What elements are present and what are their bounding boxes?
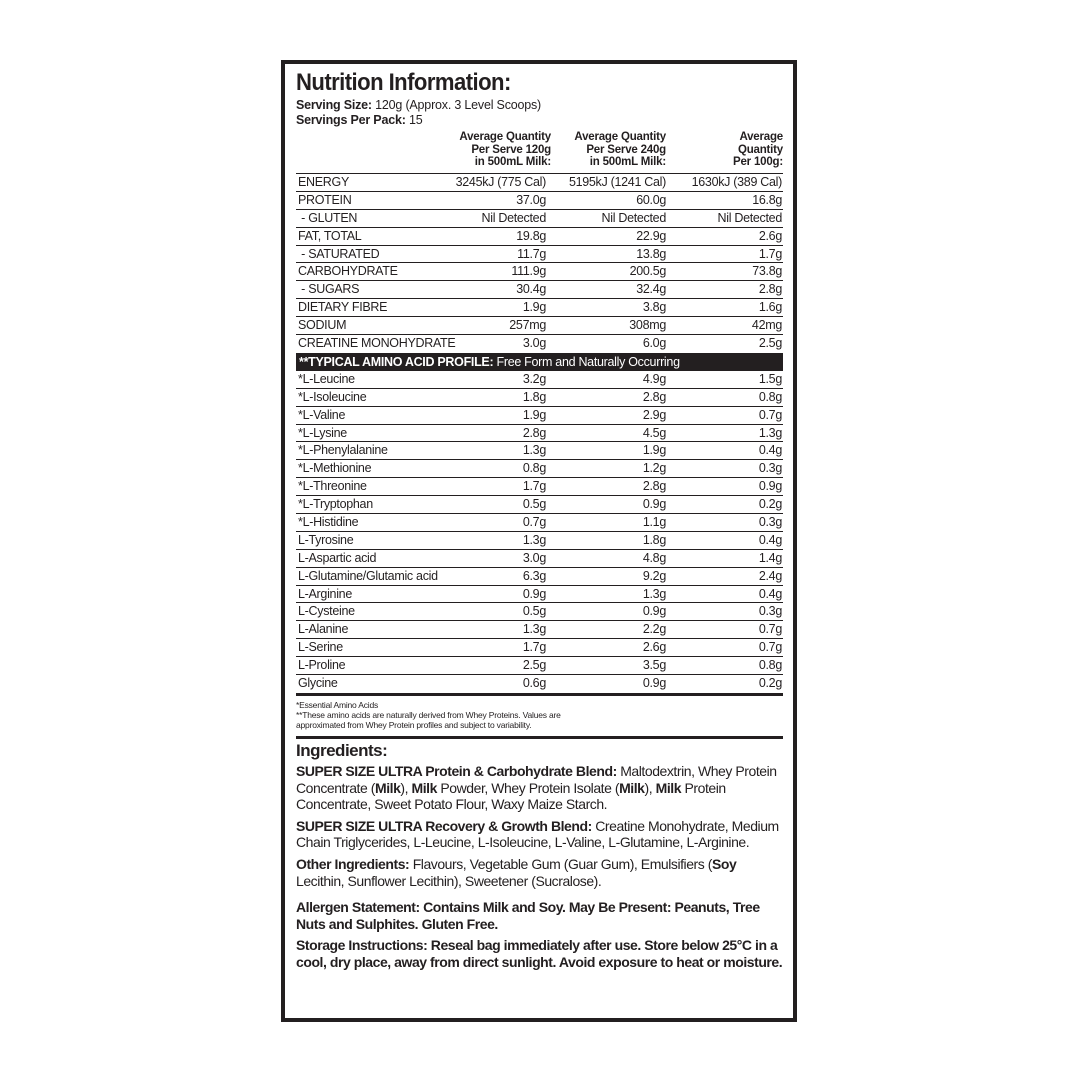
table-row: DIETARY FIBRE 1.9g 3.8g 1.6g (296, 299, 783, 317)
other-ingredients-paragraph: Other Ingredients: Flavours, Vegetable Gum (Guar Gum), Emulsifiers (Soy Lecithin, Sunflower Lecithin), Sweetener (Sucralose). (296, 855, 737, 889)
table-row: Glycine 0.6g 0.9g 0.2g (298, 676, 782, 691)
serving-size-value: 120g (Approx. 3 Level Scoops) (371, 98, 542, 112)
table-row: *L-Histidine 0.7g 1.1g 0.3g (296, 514, 783, 532)
nutrient-table (296, 173, 783, 353)
table-row: L-Glutamine/Glutamic acid 6.3g 9.2g 2.4g (296, 568, 783, 586)
amino-profile-header: **TYPICAL AMINO ACID PROFILE: Free Form and Naturally Occurring (296, 353, 783, 371)
table-row: - GLUTEN Nil Detected Nil Detected Nil Detected (296, 210, 783, 228)
table-bottom-rule (296, 693, 783, 696)
table-row: FAT, TOTAL 19.8g 22.9g 2.6g (296, 228, 783, 246)
table-row: L-Proline 2.5g 3.5g 0.8g (296, 657, 783, 675)
column-header-serve-240: Average Quantity Per Serve 240g in 500mL Milk: (574, 131, 666, 168)
allergen-statement: Allergen Statement: Contains Milk and Soy. May Be Present: Peanuts, Tree Nuts and Sulphites. Gluten Free. (296, 899, 760, 932)
amino-table (296, 371, 783, 693)
table-row: *L-Lysine 2.8g 4.5g 1.3g (296, 425, 783, 443)
column-headers (296, 131, 783, 171)
footnotes: *Essential Amino Acids **These amino acids are naturally derived from Whey Proteins. Values are approximated from Whey Protein profiles and subject to variability. (296, 699, 561, 730)
storage-instructions: Storage Instructions: Reseal bag immediately after use. Store below 25°C in a cool, dry place, away from direct sunlight. Avoid exposure to heat or moisture. (296, 937, 783, 970)
table-row: CREATINE MONOHYDRATE 3.0g 6.0g 2.5g (298, 336, 782, 351)
table-row: L-Serine 1.7g 2.6g 0.7g (296, 639, 783, 657)
ingredients-rule (296, 736, 783, 739)
table-row: L-Tyrosine 1.3g 1.8g 0.4g (296, 532, 783, 550)
table-row: *L-Phenylalanine 1.3g 1.9g 0.4g (296, 442, 783, 460)
table-row: ENERGY 3245kJ (775 Cal) 5195kJ (1241 Cal) 1630kJ (389 Cal) (296, 174, 783, 192)
nutrition-panel (281, 60, 797, 1022)
serving-size (296, 98, 783, 113)
servings-per-pack-value: 15 (405, 112, 423, 127)
table-row: PROTEIN 37.0g 60.0g 16.8g (296, 192, 783, 210)
table-row: *L-Isoleucine 1.8g 2.8g 0.8g (296, 389, 783, 407)
table-row: - SUGARS 30.4g 32.4g 2.8g (296, 281, 783, 299)
table-row: *L-Tryptophan 0.5g 0.9g 0.2g (296, 496, 783, 514)
column-header-per-100g: Average Quantity Per 100g: (733, 131, 783, 168)
table-row: *L-Valine 1.9g 2.9g 0.7g (296, 407, 783, 425)
serving-size-label: Serving Size: (296, 98, 372, 112)
table-row: SODIUM 257mg 308mg 42mg (296, 317, 783, 335)
blend2-paragraph: SUPER SIZE ULTRA Recovery & Growth Blend: Creatine Monohydrate, Medium Chain Triglycerides, L-Leucine, L-Isoleucine, L-Valine, L-Glutamine, L-Arginine. (296, 817, 779, 851)
table-row: *L-Leucine 3.2g 4.9g 1.5g (296, 371, 783, 389)
table-row: - SATURATED 11.7g 13.8g 1.7g (296, 246, 783, 264)
panel-content (296, 68, 783, 970)
panel-title: Nutrition Information: (296, 69, 511, 96)
column-header-serve-120: Average Quantity Per Serve 120g in 500mL Milk: (459, 131, 551, 168)
table-row: *L-Methionine 0.8g 1.2g 0.3g (296, 460, 783, 478)
servings-per-pack-label: Servings Per Pack: (296, 112, 406, 127)
table-row: L-Alanine 1.3g 2.2g 0.7g (296, 621, 783, 639)
table-row: L-Cysteine 0.5g 0.9g 0.3g (296, 603, 783, 621)
servings-per-pack (296, 113, 783, 128)
table-row: *L-Threonine 1.7g 2.8g 0.9g (296, 478, 783, 496)
table-row: CARBOHYDRATE 111.9g 200.5g 73.8g (296, 263, 783, 281)
ingredients-title: Ingredients: (296, 740, 388, 760)
blend1-paragraph: SUPER SIZE ULTRA Protein & Carbohydrate Blend: Maltodextrin, Whey Protein Concentrate (Milk), Milk Powder, Whey Protein Isolate (Milk), Milk Protein Concentrate, Sweet Potato Flour, Waxy Maize Starch. (296, 762, 777, 813)
table-row: L-Aspartic acid 3.0g 4.8g 1.4g (296, 550, 783, 568)
table-row: L-Arginine 0.9g 1.3g 0.4g (296, 586, 783, 604)
